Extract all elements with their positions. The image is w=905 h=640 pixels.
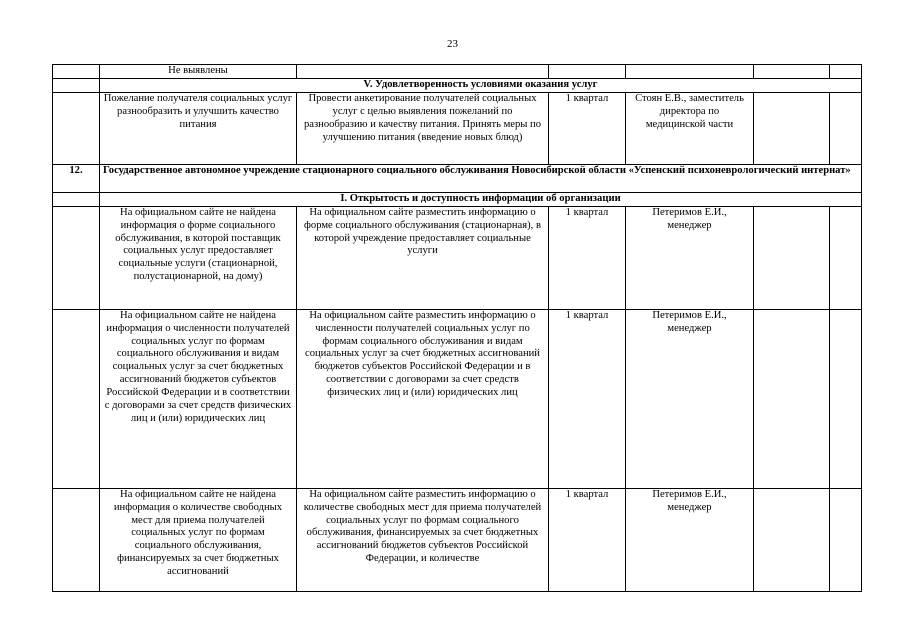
measure-cell (297, 65, 549, 79)
section-title: I. Открытость и доступность информации об организации (100, 192, 862, 206)
issue-cell: На официальном сайте не найдена информация о численности получателей социальных услуг по формам социального обслуживания и видам социальных услуг за счет бюджетных ассигнований бюджетов субъектов Российской Федерации и в соответствии с договорами за счет средств физических лиц и (или) юридических лиц (100, 309, 297, 488)
date-cell (830, 65, 862, 79)
result-cell (754, 206, 830, 309)
date-cell (830, 488, 862, 591)
responsible-cell (626, 65, 754, 79)
measure-cell: На официальном сайте разместить информацию о численности получателей социальных услуг по формам социального обслуживания и видам социальных услуг за счет бюджетных ассигнований бюджетов субъектов Российской Федерации и в соответствии с договорами за счет средств физических лиц и (или) юридических лиц (297, 309, 549, 488)
issue-cell: Не выявлены (100, 65, 297, 79)
section-header-row (53, 78, 862, 92)
responsible-cell: Петеримов Е.И., менеджер (626, 206, 754, 309)
result-cell (754, 92, 830, 164)
date-cell (830, 92, 862, 164)
term-cell: 1 квартал (549, 206, 626, 309)
section-title: V. Удовлетворенность условиями оказания услуг (100, 78, 862, 92)
table-row (53, 206, 862, 309)
responsible-cell: Стоян Е.В., заместитель директора по медицинской части (626, 92, 754, 164)
organization-name: Государственное автономное учреждение стационарного социального обслуживания Новосибирской области «Успенский психоневрологический интернат» (100, 164, 862, 192)
measure-cell: На официальном сайте разместить информацию о количестве свободных мест для приема получателей социальных услуг по формам социального обслуживания, финансируемых за счет бюджетных ассигнований бюджетов субъектов Российской Федерации, и количестве (297, 488, 549, 591)
date-cell (830, 309, 862, 488)
issue-cell: На официальном сайте не найдена информация о форме социального обслуживания, в которой поставщик социальных услуг предоставляет социальные услуги (стационарной, полустационарной, на дому) (100, 206, 297, 309)
table-row (53, 92, 862, 164)
issue-cell: Пожелание получателя социальных услуг разнообразить и улучшить качество питания (100, 92, 297, 164)
organization-row (53, 164, 862, 192)
number-cell (53, 65, 100, 79)
result-cell (754, 65, 830, 79)
term-cell: 1 квартал (549, 488, 626, 591)
section-header-row (53, 192, 862, 206)
measure-cell: На официальном сайте разместить информацию о форме социального обслуживания (стационарная), в которой учреждение предоставляет социальные услуги (297, 206, 549, 309)
responsible-cell: Петеримов Е.И., менеджер (626, 488, 754, 591)
term-cell (549, 65, 626, 79)
issue-cell: На официальном сайте не найдена информация о количестве свободных мест для приема получателей социальных услуг по формам социального обслуживания, финансируемых за счет бюджетных ассигнований (100, 488, 297, 591)
responsible-cell: Петеримов Е.И., менеджер (626, 309, 754, 488)
term-cell: 1 квартал (549, 92, 626, 164)
organization-number: 12. (53, 164, 100, 192)
table-row (53, 309, 862, 488)
number-cell (53, 206, 100, 309)
result-cell (754, 488, 830, 591)
number-cell (53, 488, 100, 591)
improvement-plan-table (52, 64, 862, 592)
date-cell (830, 206, 862, 309)
table-row (53, 65, 862, 79)
number-cell (53, 92, 100, 164)
number-cell (53, 192, 100, 206)
result-cell (754, 309, 830, 488)
number-cell (53, 78, 100, 92)
table-row (53, 488, 862, 591)
page-number: 23 (447, 38, 458, 50)
term-cell: 1 квартал (549, 309, 626, 488)
number-cell (53, 309, 100, 488)
measure-cell: Провести анкетирование получателей социальных услуг с целью выявления пожеланий по разнообразию и качеству питания. Принять меры по улучшению питания (введение новых блюд) (297, 92, 549, 164)
